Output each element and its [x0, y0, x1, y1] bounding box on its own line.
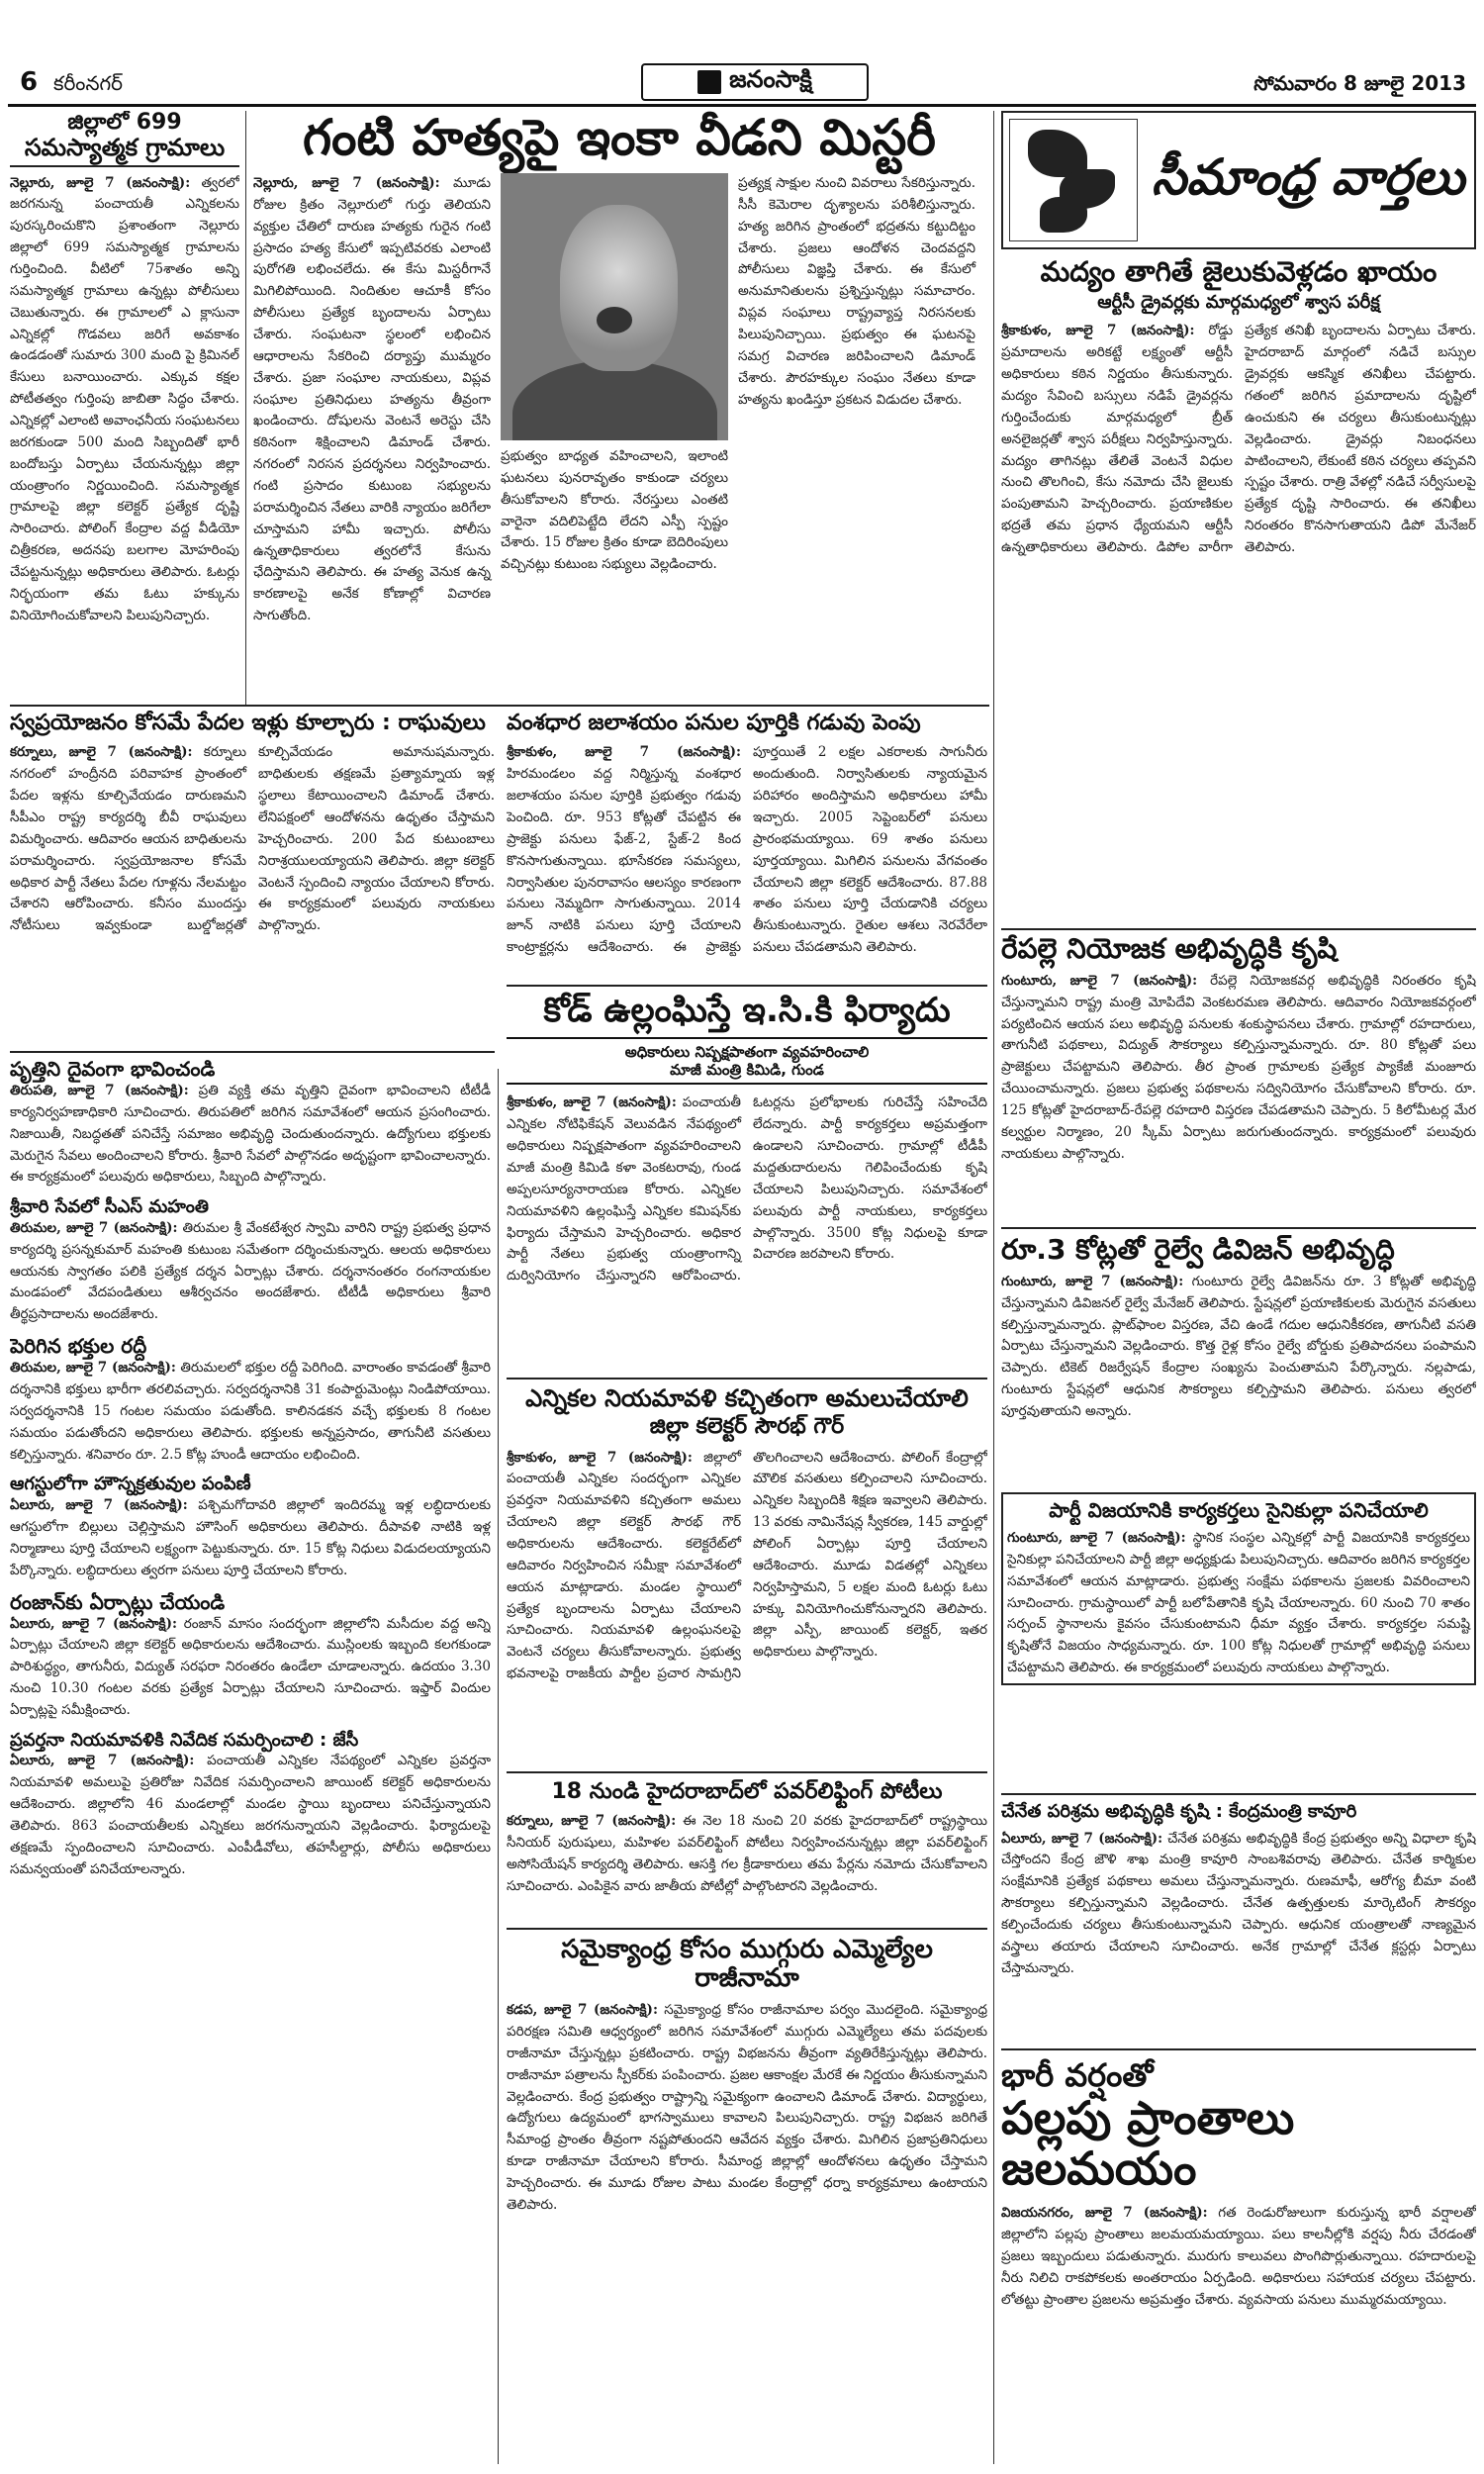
story-text: రేపల్లె నియోజకవర్గ అభివృద్ధికి నిరంతరం కృషి చేస్తున్నామని రాష్ట్ర మంత్రి మోపిదేవి వెంకటరమణ తెలిపారు. ఆదివారం నియోజకవర్గంలో పర్యటించిన ఆయన పలు అభివృద్ధి పనులకు శంకుస్థాపనలు చేశారు. గ్రామాల్లో రహదారులు, తాగునీటి పథకాలు, విద్యుత్ సౌకర్యాలు కల్పిస్తున్నామన్నారు. రూ. 80 కోట్లతో పలు ప్రాజెక్టులు చేపట్టామని తెలిపారు. తీర ప్రాంత గ్రామాలకు ప్రత్యేక ప్యాకేజీ మంజూరు చేయించామన్నారు. ప్రజలు ప్రభుత్వ పథకాలను సద్వినియోగం చేసుకోవాలని కోరారు. రూ. 125 కోట్లతో హైదరాబాద్-రేపల్లె రహదారి విస్తరణ చేపడతామని చెప్పారు. 5 కిలోమీటర్ల మేర కల్వర్టుల నిర్మాణం, 20 స్కీమ్ ఏర్పాటు జరుగుతుందన్నారు. కార్యక్రమంలో పలువురు నాయకులు పాల్గొన్నారు. [1001, 972, 1476, 1162]
story-subhead: ఆర్టీసీ డ్రైవర్లకు మార్గమధ్యలో శ్వాస పరీక్ష [1097, 291, 1380, 313]
story-dateline: విజయనగరం, జూలై 7 (జనంసాక్షి): [1001, 2205, 1208, 2222]
story-subhead-box [507, 1037, 987, 1085]
edition-city: కరీంనగర్ [53, 71, 123, 95]
story-text: రంజాన్ మాసం సందర్భంగా జిల్లాలోని మసీదుల వద్ద అన్ని ఏర్పాట్లు చేయాలని జిల్లా కలెక్టర్ అధికారులను ఆదేశించారు. ముస్లింలకు ఇబ్బంది కలగకుండా పారిశుద్ధ్యం, తాగునీరు, విద్యుత్ సరఫరా నిరంతరం ఉండేలా చూడాలన్నారు. ఉదయం 3.30 నుంచి 10.30 గంటల వరకు ప్రత్యేక ఏర్పాట్లు చేయాలని సూచించారు. ఇఫ్తార్ విందుల ఏర్పాట్లపై సమీక్షించారు. [10, 1615, 491, 1718]
story-body [1001, 971, 1476, 1166]
story-body [507, 1811, 987, 1897]
story-body-right: ప్రత్యక్ష సాక్షుల నుంచి వివరాలు సేకరిస్తున్నారు. సీసీ కెమెరాల దృశ్యాలను పరిశీలిస్తున్నారు. హత్య జరిగిన ప్రాంతంలో భద్రతను కట్టుదిట్టం చేశారు. ప్రజలు ఆందోళన చెందవద్దని పోలీసులు విజ్ఞప్తి చేశారు. ఈ కేసులో అనుమానితులను ప్రశ్నిస్తున్నట్లు సమాచారం. విప్లవ సంఘాలు రాష్ట్రవ్యాప్త నిరసనలకు పిలుపునిచ్చాయి. ప్రభుత్వం ఈ ఘటనపై సమగ్ర విచారణ జరిపించాలని డిమాండ్ చేశారు. పౌరహక్కుల సంఘం నేతలు కూడా హత్యను ఖండిస్తూ ప్రకటన విడుదల చేశారు. [738, 175, 975, 408]
story-ganti-murder [253, 111, 985, 695]
story-headline: కోడ్ ఉల్లంఘిస్తే ఇ.సి.కి ఫిర్యాదు [507, 985, 987, 1029]
story-dateline: ఏలూరు, జూలై 7 (జనంసాక్షి): [10, 1753, 195, 1769]
story-headline: గంటి హత్యపై ఇంకా వీడని మిస్టరీ [303, 111, 936, 166]
story-headline: చేనేత పరిశ్రమ అభివృద్ధికి కృషి : కేంద్రమంత్రి కావూరి [1001, 1793, 1476, 1823]
story-body [1001, 1829, 1476, 1980]
story-body [507, 1093, 987, 1287]
photo-face [560, 205, 679, 370]
story-kicker: భారీ వర్షంతో [1001, 2048, 1476, 2093]
story-body [1001, 2203, 1476, 2311]
story-text: మూడు రోజుల క్రితం నెల్లూరులో గుర్తు తెలియని వ్యక్తుల చేతిలో దారుణ హత్యకు గురైన గంటి ప్రసాదం హత్య కేసులో ఇప్పటివరకు ఎలాంటి పురోగతి లభించలేదు. ఈ కేసు మిస్టరీగానే మిగిలిపోయింది. నిందితుల ఆచూకీ కోసం పోలీసులు ప్రత్యేక బృందాలను ఏర్పాటు చేశారు. సంఘటనా స్థలంలో లభించిన ఆధారాలను సేకరించి దర్యాప్తు ముమ్మరం చేశారు. ప్రజా సంఘాల నాయకులు, విప్లవ సంఘాల ప్రతినిధులు హత్యను తీవ్రంగా ఖండించారు. దోషులను వెంటనే అరెస్టు చేసి కఠినంగా శిక్షించాలని డిమాండ్ చేశారు. నగరంలో నిరసన ప్రదర్శనలు నిర్వహించారు. గంటి ప్రసాదం కుటుంబ సభ్యులను పరామర్శించిన నేతలు వారికి న్యాయం జరిగేలా చూస్తామని హామీ ఇచ్చారు. పోలీసు ఉన్నతాధికారులు త్వరలోనే కేసును ఛేదిస్తామని తెలిపారు. ఈ హత్య వెనుక ఉన్న కారణాలపై అనేక కోణాల్లో విచారణ సాగుతోంది. [253, 175, 491, 624]
story-text: తిరుమలలో భక్తుల రద్దీ పెరిగింది. వారాంతం కావడంతో శ్రీవారి దర్శనానికి భక్తులు భారీగా తరలివచ్చారు. సర్వదర్శనానికి 31 కంపార్టుమెంట్లు నిండిపోయాయి. సర్వదర్శనానికి 15 గంటల సమయం పడుతోంది. కాలినడకన వచ్చే భక్తులకు 8 గంటల సమయం పడుతోందని అధికారులు తెలిపారు. భక్తులకు అన్నప్రసాదం, తాగునీటి వసతులు కల్పిస్తున్నారు. శనివారం రూ. 2.5 కోట్ల హుండీ ఆదాయం లభించింది. [10, 1360, 491, 1463]
story-kicker: జిల్లాలో 699 [67, 111, 182, 135]
story-headline: మద్యం తాగితే జైలుకువెళ్లడం ఖాయం [1040, 255, 1438, 288]
story-headline: రూ.3 కోట్లతో రైల్వే డివిజన్ అభివృద్ధి [1001, 1227, 1476, 1266]
story-text: పశ్చిమగోదావరి జిల్లాలో ఇందిరమ్మ ఇళ్ల లబ్ధిదారులకు ఆగస్టులోగా బిల్లులు చెల్లిస్తామని హౌసింగ్ అధికారులు తెలిపారు. దీపావళి నాటికి ఇళ్ల నిర్మాణాలు పూర్తి చేయాలని లక్ష్యంగా పెట్టుకున్నారు. రూ. 15 కోట్ల నిధులు విడుదలయ్యాయని పేర్కొన్నారు. లబ్ధిదారులు త్వరగా పనులు పూర్తి చేయాలని కోరారు. [10, 1497, 491, 1578]
story-resignations [507, 1928, 987, 2462]
story-body [1001, 321, 1476, 558]
story-conduct-report [10, 1730, 491, 1881]
section-divider [10, 1051, 495, 1053]
story-repalle [1001, 934, 1476, 1221]
photo-shoulders [512, 360, 717, 440]
story-dateline: తిరుమల, జూలై 7 (జనంసాక్షి): [10, 1219, 178, 1236]
story-headline: ఎన్నికల నియమావళి కచ్చితంగా అమలుచేయాలి [507, 1378, 987, 1411]
story-dateline: శ్రీకాకుళం, జూలై 7 (జనంసాక్షి): [1001, 323, 1195, 339]
story-headline: రేపల్లె నియోజక అభివృద్ధికి కృషి [1001, 934, 1338, 965]
masthead-title: జనంసాక్షి [729, 65, 812, 93]
story-body [10, 1751, 491, 1880]
story-text: రోడ్డు ప్రమాదాలను అరికట్టే లక్ష్యంతో ఆర్టీసీ అధికారులు కఠిన నిర్ణయం తీసుకున్నారు. మద్యం సేవించి బస్సులు నడిపే డ్రైవర్లను గుర్తించేందుకు మార్గమధ్యలో బ్రీత్ అనలైజర్లతో శ్వాస పరీక్షలు నిర్వహిస్తున్నారు. మద్యం తాగినట్లు తేలితే వెంటనే విధుల నుంచి తొలగించి, కేసు నమోదు చేసి జైలుకు పంపుతామని హెచ్చరించారు. ప్రయాణికుల భద్రతే తమ ప్రధాన ధ్యేయమని ఆర్టీసీ ఉన్నతాధికారులు తెలిపారు. డిపోల వారీగా ప్రత్యేక తనిఖీ బృందాలను ఏర్పాటు చేశారు. హైదరాబాద్ మార్గంలో నడిచే బస్సుల డ్రైవర్లకు ఆకస్మిక తనిఖీలు చేపట్టారు. గతంలో జరిగిన ప్రమాదాలను దృష్టిలో ఉంచుకుని ఈ చర్యలు తీసుకుంటున్నట్లు వెల్లడించారు. డ్రైవర్లు నిబంధనలు పాటించాలని, లేకుంటే కఠిన చర్యలు తప్పవని స్పష్టం చేశారు. రాత్రి వేళల్లో నడిచే సర్వీసులపై ప్రత్యేక దృష్టి సారించారు. ఈ తనిఖీలు నిరంతరం కొనసాగుతాయని డిపో మేనేజర్ తెలిపారు. [1001, 323, 1476, 555]
story-text: జిల్లాలో పంచాయతీ ఎన్నికల సందర్భంగా ఎన్నికల ప్రవర్తనా నియమావళిని కచ్చితంగా అమలు చేయాలని జిల్లా కలెక్టర్ సౌరభ్ గౌర్ అధికారులను ఆదేశించారు. కలెక్టరేట్‌లో ఆదివారం నిర్వహించిన సమీక్షా సమావేశంలో ఆయన మాట్లాడారు. మండల స్థాయిలో ప్రత్యేక బృందాలను ఏర్పాటు చేయాలని సూచించారు. నియమావళి ఉల్లంఘనలపై వెంటనే చర్యలు తీసుకోవాలన్నారు. ప్రభుత్వ భవనాలపై రాజకీయ పార్టీల ప్రచార సామగ్రిని తొలగించాలని ఆదేశించారు. పోలింగ్ కేంద్రాల్లో మౌలిక వసతులు కల్పించాలని సూచించారు. ఎన్నికల సిబ్బందికి శిక్షణ ఇవ్వాలని తెలిపారు. 13 వరకు నామినేషన్ల స్వీకరణ, 145 వార్డుల్లో పోలింగ్ ఏర్పాట్లు పూర్తి చేయాలని ఆదేశించారు. మూడు విడతల్లో ఎన్నికలు నిర్వహిస్తామని, 5 లక్షల మంది ఓటర్లు ఓటు హక్కు వినియోగించుకోనున్నారని తెలిపారు. జిల్లా ఎస్పీ, జాయింట్ కలెక్టర్, ఇతర అధికారులు పాల్గొన్నారు. [507, 1449, 987, 1682]
story-party-workers [1001, 1492, 1476, 1787]
story-dateline: శ్రీకాకుళం, జూలై 7 (జనంసాక్షి): [507, 744, 741, 761]
story-body [10, 1614, 491, 1722]
story-headline: 18 నుండి హైదరాబాద్‌లో పవర్‌లిఫ్టింగ్ పోటీలు [507, 1771, 987, 1805]
story-body [10, 1495, 491, 1581]
story-dateline: ఏలూరు, జూలై 7 (జనంసాక్షి): [10, 1497, 188, 1514]
map-region [1040, 197, 1087, 233]
story-headline: వంశధార జలాశయం పనుల పూర్తికి గడువు పెంపు [507, 711, 921, 735]
story-raghavulu [10, 711, 495, 1047]
story-election-code [507, 1378, 987, 1763]
story-headline: శ్రీవారి సేవలో సీఎస్ మహంతి [10, 1196, 209, 1218]
story-text: పంచాయతీ ఎన్నికల నేపథ్యంలో ఎన్నికల ప్రవర్తనా నియమావళి అమలుపై ప్రతిరోజు నివేదిక సమర్పించాలని జాయింట్ కలెక్టర్ అధికారులను ఆదేశించారు. జిల్లాలోని 46 మండలాల్లో మండల స్థాయి బృందాలు పనిచేస్తున్నాయని తెలిపారు. 863 పంచాయతీలకు ఎన్నికలు జరగనున్నాయని వెల్లడించారు. ఫిర్యాదులపై తక్షణమే స్పందించాలని సూచించారు. ఎంపీడీవోలు, తహసీల్దార్లు, పోలీసు అధికారులు సమన్వయంతో పనిచేయాలన్నారు. [10, 1753, 491, 1877]
story-body [253, 173, 491, 627]
story-headline: పృత్తిని దైవంగా భావించండి [10, 1057, 216, 1081]
left-column-briefs [10, 1057, 491, 2462]
story-dateline: కర్నూలు, జూలై 7 (జనంసాక్షి): [507, 1813, 677, 1830]
story-text: స్థానిక సంస్థల ఎన్నికల్లో పార్టీ విజయానికి కార్యకర్తలు సైనికుల్లా పనిచేయాలని పార్టీ జిల్లా అధ్యక్షుడు పిలుపునిచ్చారు. ఆదివారం జరిగిన కార్యకర్తల సమావేశంలో ఆయన మాట్లాడారు. ప్రభుత్వ సంక్షేమ పథకాలను ప్రజలకు వివరించాలని సూచించారు. గ్రామస్థాయిలో పార్టీ బలోపేతానికి కృషి చేయాలన్నారు. 60 నుంచి 70 శాతం సర్పంచ్ స్థానాలను కైవసం చేసుకుంటామని ధీమా వ్యక్తం చేశారు. కార్యకర్తల సమష్టి కృషితోనే విజయం సాధ్యమన్నారు. రూ. 100 కోట్ల నిధులతో గ్రామాల్లో అభివృద్ధి పనులు చేపట్టామని తెలిపారు. ఈ కార్యక్రమంలో పలువురు నాయకులు పాల్గొన్నారు. [1007, 1530, 1470, 1676]
story-body [1001, 1272, 1476, 1423]
story-body [507, 2000, 987, 2217]
story-subhead: అధికారులు నిష్పక్షపాతంగా వ్యవహరించాలి [624, 1043, 870, 1062]
story-body [10, 1218, 491, 1326]
story-headline: పెరిగిన భక్తుల రద్దీ [10, 1334, 147, 1359]
story-dateline: గుంటూరు, జూలై 7 (జనంసాక్షి): [1001, 1273, 1184, 1289]
story-subhead-secondary: మాజీ మంత్రి కిమిడి, గుండ [670, 1061, 824, 1080]
story-dateline: తిరుమల, జూలై 7 (జనంసాక్షి): [10, 1360, 176, 1377]
story-body [10, 173, 239, 627]
story-text: సమైక్యాంధ్ర కోసం రాజీనామాల పర్వం మొదలైంది. సమైక్యాంధ్ర పరిరక్షణ సమితి ఆధ్వర్యంలో జరిగిన సమావేశంలో ముగ్గురు ఎమ్మెల్యేలు తమ పదవులకు రాజీనామా చేస్తున్నట్లు ప్రకటించారు. రాష్ట్ర విభజనను తీవ్రంగా వ్యతిరేకిస్తున్నట్లు తెలిపారు. రాజీనామా పత్రాలను స్పీకర్‌కు పంపించారు. ప్రజల ఆకాంక్షల మేరకే ఈ నిర్ణయం తీసుకున్నామని వెల్లడించారు. కేంద్ర ప్రభుత్వం రాష్ట్రాన్ని సమైక్యంగా ఉంచాలని డిమాండ్ చేశారు. విద్యార్థులు, ఉద్యోగులు ఉద్యమంలో భాగస్వాములు కావాలని పిలుపునిచ్చారు. రాష్ట్ర విభజన జరిగితే సీమాంధ్ర ప్రాంతం తీవ్రంగా నష్టపోతుందని ఆవేదన వ్యక్తం చేశారు. మిగిలిన ప్రజాప్రతినిధులు కూడా రాజీనామా చేయాలని కోరారు. సీమాంధ్ర జిల్లాల్లో ఆందోళనలు ఉధృతం చేస్తామని హెచ్చరించారు. ఈ మూడు రోజుల పాటు మండల కేంద్రాల్లో ధర్నా కార్యక్రమాలు ఉంటాయని తెలిపారు. [507, 2002, 987, 2213]
story-text: తిరుమల శ్రీ వేంకటేశ్వర స్వామి వారిని రాష్ట్ర ప్రభుత్వ ప్రధాన కార్యదర్శి ప్రసన్నకుమార్ మహంతి కుటుంబ సమేతంగా దర్శించుకున్నారు. ఆలయ అధికారులు ఆయనకు స్వాగతం పలికి ప్రత్యేక దర్శన ఏర్పాట్లు చేశారు. దర్శనానంతరం రంగనాయకుల మండపంలో వేదపండితులు ఆశీర్వచనం అందజేశారు. టీటీడీ అధికారులు శ్రీవారి తీర్థప్రసాదాలను అందజేశారు. [10, 1219, 491, 1323]
story-dateline: కర్నూలు, జూలై 7 (జనంసాక్షి): [10, 744, 193, 761]
story-subhead: జిల్లా కలెక్టర్ సౌరభ్ గౌర్ [649, 1414, 845, 1440]
column-divider [993, 111, 994, 2464]
story-headline: సమైక్యాంధ్ర కోసం ముగ్గురు ఎమ్మెల్యేల రాజీనామా [507, 1928, 987, 1992]
story-body [10, 1081, 491, 1189]
story-ramzan [10, 1590, 491, 1722]
story-text: గత రెండురోజులుగా కురుస్తున్న భారీ వర్షాలతో జిల్లాలోని పల్లపు ప్రాంతాలు జలమయమయ్యాయి. పలు కాలనీల్లోకి వర్షపు నీరు చేరడంతో ప్రజలు ఇబ్బందులు పడుతున్నారు. మురుగు కాలువలు పొంగిపొర్లుతున్నాయి. రహదారులపై నీరు నిలిచి రాకపోకలకు అంతరాయం ఏర్పడింది. అధికారులు సహాయక చర్యలు చేపట్టారు. లోతట్టు ప్రాంతాల ప్రజలను అప్రమత్తం చేశారు. వ్యవసాయ పనులు ముమ్మరమయ్యాయి. [1001, 2205, 1476, 2308]
story-dateline: తిరుపతి, జూలై 7 (జనంసాక్షి): [10, 1083, 189, 1098]
story-dateline: ఏలూరు, జూలై 7 (జనంసాక్షి): [1001, 1830, 1163, 1847]
story-headline: స్వప్రయోజనం కోసమే పేదల ఇళ్లు కూల్చారు : రాఘవులు [10, 711, 486, 735]
issue-date: సోమవారం 8 జూలై 2013 [1253, 71, 1466, 95]
column-divider [245, 111, 246, 705]
story-text: పంచాయతీ ఎన్నికల నోటిఫికేషన్ వెలువడిన నేపథ్యంలో అధికారులు నిష్పక్షపాతంగా వ్యవహరించాలని మాజీ మంత్రి కిమిడి కళా వెంకటరావు, గుండ అప్పలసూర్యనారాయణ కోరారు. ఎన్నికల నియమావళిని ఉల్లంఘిస్తే ఎన్నికల కమిషన్‌కు ఫిర్యాదు చేస్తామని హెచ్చరించారు. అధికార పార్టీ నేతలు ప్రభుత్వ యంత్రాంగాన్ని దుర్వినియోగం చేస్తున్నారని ఆరోపించారు. ఓటర్లను ప్రలోభాలకు గురిచేస్తే సహించేది లేదన్నారు. పార్టీ కార్యకర్తలు అప్రమత్తంగా ఉండాలని సూచించారు. గ్రామాల్లో టీడీపీ మద్దతుదారులను గెలిపించేందుకు కృషి చేయాలని పిలుపునిచ్చారు. సమావేశంలో పలువురు పార్టీ నాయకులు, కార్యకర్తలు పాల్గొన్నారు. 3500 కోట్ల నిధులపై కూడా విచారణ జరపాలని కోరారు. [507, 1094, 987, 1285]
story-railway [1001, 1227, 1476, 1484]
story-body-continued: ప్రభుత్వం బాధ్యత వహించాలని, ఇలాంటి ఘటనలు పునరావృతం కాకుండా చర్యలు తీసుకోవాలని కోరారు. నేరస్తులు ఎంతటి వారైనా వదిలిపెట్టేది లేదని ఎస్పీ స్పష్టం చేశారు. 15 రోజుల క్రితం కూడా బెదిరింపులు వచ్చినట్లు కుటుంబ సభ్యులు వెల్లడించారు. [501, 448, 728, 573]
story-body [507, 742, 987, 959]
story-dateline: ఏలూరు, జూలై 7 (జనంసాక్షి): [10, 1615, 177, 1632]
news-photo-portrait [501, 173, 728, 440]
story-vamsadhara [507, 711, 987, 978]
story-heavy-rain [1001, 2048, 1476, 2462]
story-body [507, 1448, 987, 1685]
story-handloom [1001, 1793, 1476, 2041]
masthead-icon [697, 70, 721, 94]
story-dateline: గుంటూరు, జూలై 7 (జనంసాక్షి): [1001, 972, 1198, 989]
story-text: ప్రతి వ్యక్తి తమ వృత్తిని దైవంగా భావించాలని టీటీడీ కార్యనిర్వహణాధికారి సూచించారు. తిరుపతిలో జరిగిన సమావేశంలో ఆయన ప్రసంగించారు. నిజాయితీ, నిబద్ధతతో పనిచేస్తే సమాజం అభివృద్ధి చెందుతుందన్నారు. ఉద్యోగులు భక్తులకు మెరుగైన సేవలు అందించాలని కోరారు. శ్రీవారి సేవలో పాల్గొనడం అదృష్టంగా భావించాలన్నారు. ఈ కార్యక్రమంలో పలువురు అధికారులు, సిబ్బంది పాల్గొన్నారు. [10, 1083, 491, 1186]
story-seemandhra [1001, 111, 1476, 922]
section-divider [10, 705, 989, 707]
section-divider [1001, 928, 1476, 930]
story-text: త్వరలో జరగనున్న పంచాయతీ ఎన్నికలను పురస్కరించుకొని ప్రశాంతంగా నెల్లూరు జిల్లాలో 699 సమస్యాత్మక గ్రామాలను గుర్తించింది. వీటిలో 75శాతం అన్ని సమస్యాత్మక గ్రామాలు ఉన్నట్లు పోలీసులు చెబుతున్నారు. ఈ గ్రామాలలో ఎ క్లాసునా ఎన్నికల్లో గొడవలు జరిగే అవకాశం ఉండడంతో సుమారు 300 మంది పై క్రిమినల్ కేసులు బనాయించారు. ఎక్కువ కక్షల పోటీతత్వం గుర్తింపు జాబితా సిద్ధం చేశారు. ఎన్నికల్లో ఎలాంటి అవాంఛనీయ సంఘటనలు జరగకుండా 500 మంది సిబ్బందితో భారీ బందోబస్తు ఏర్పాటు చేయనున్నట్లు జిల్లా యంత్రాంగం నిర్ణయించింది. సమస్యాత్మక గ్రామాలపై జిల్లా కలెక్టర్ ప్రత్యేక దృష్టి సారించారు. పోలింగ్ కేంద్రాల వద్ద వీడియో చిత్రీకరణ, అదనపు బలగాల మోహరింపు చేపట్టనున్నట్లు అధికారులు తెలిపారు. ఓటర్లు నిర్భయంగా తమ ఓటు హక్కును వినియోగించుకోవాలని పిలుపునిచ్చారు. [10, 174, 239, 623]
story-text: ఈ నెల 18 నుంచి 20 వరకు హైదరాబాద్‌లో రాష్ట్రస్థాయి సీనియర్ పురుషులు, మహిళల పవర్‌లిఫ్టింగ్ పోటీలు నిర్వహించనున్నట్లు జిల్లా పవర్‌లిఫ్టింగ్ అసోసియేషన్ కార్యదర్శి తెలిపారు. ఆసక్తి గల క్రీడాకారులు తమ పేర్లను నమోదు చేసుకోవాలని సూచించారు. ఎంపికైన వారు జాతీయ పోటీల్లో పాల్గొంటారని వెల్లడించారు. [507, 1813, 987, 1894]
masthead-logo [641, 63, 869, 101]
page-header [8, 59, 1476, 107]
story-body [10, 742, 495, 937]
story-headline: పల్లపు ప్రాంతాలు జలమయం [1001, 2091, 1295, 2195]
story-headline: ఆగస్టులోగా హౌస్నక్రతువుల పంపిణీ [10, 1474, 251, 1495]
story-code-violation [507, 985, 987, 1371]
story-text: కర్నూలు నగరంలో హంద్రీనది పరివాహక ప్రాంతంలో పేదల ఇళ్లను కూల్చివేయడం దారుణమని సీపీఎం రాష్ట్ర కార్యదర్శి బీవీ రాఘవులు విమర్శించారు. ఆదివారం ఆయన బాధితులను పరామర్శించారు. స్వప్రయోజనాల కోసమే అధికార పార్టీ నేతలు పేదల గూళ్లను నేలమట్టం చేశారని ఆరోపించారు. కనీసం ముందస్తు నోటీసులు ఇవ్వకుండా బుల్డోజర్లతో కూల్చివేయడం అమానుషమన్నారు. బాధితులకు తక్షణమే ప్రత్యామ్నాయ ఇళ్ల స్థలాలు కేటాయించాలని డిమాండ్ చేశారు. లేనిపక్షంలో ఆందోళనను ఉధృతం చేస్తామని హెచ్చరించారు. 200 పేద కుటుంబాలు నిరాశ్రయులయ్యాయని తెలిపారు. జిల్లా కలెక్టర్ వెంటనే స్పందించి న్యాయం చేయాలని కోరారు. ఈ కార్యక్రమంలో పలువురు నాయకులు పాల్గొన్నారు. [10, 744, 495, 934]
story-box [1001, 1492, 1476, 1685]
story-dateline: గుంటూరు, జూలై 7 (జనంసాక్షి): [1007, 1530, 1186, 1546]
story-profession [10, 1057, 491, 1189]
story-headline: పార్టీ విజయానికి కార్యకర్తలు సైనికుల్లా పనిచేయాలి [1049, 1498, 1429, 1522]
story-headline: ప్రవర్తనా నియమావళికి నివేదిక సమర్పించాలి : జేసీ [10, 1729, 359, 1751]
story-dateline: శ్రీకాకుళం, జూలై 7 (జనంసాక్షి): [507, 1094, 677, 1111]
story-problem-villages [10, 111, 239, 705]
story-cs-mahanti [10, 1196, 491, 1326]
story-dateline: కడప, జూలై 7 (జనంసాక్షి): [507, 2002, 658, 2019]
story-headline: సమస్యాత్మక గ్రామాలు [10, 135, 239, 166]
photo-mouth [597, 307, 633, 333]
page-number: 6 [20, 67, 39, 97]
story-text: గుంటూరు రైల్వే డివిజన్‌ను రూ. 3 కోట్లతో అభివృద్ధి చేస్తున్నామని డివిజనల్ రైల్వే మేనేజర్ తెలిపారు. స్టేషన్లలో ప్రయాణికులకు మెరుగైన వసతులు కల్పిస్తున్నామన్నారు. ప్లాట్‌ఫాంల విస్తరణ, వేచి ఉండే గదుల ఆధునికీకరణ, తాగునీటి వసతి ఏర్పాటు చేస్తున్నామని వెల్లడించారు. కొత్త రైళ్ల కోసం రైల్వే బోర్డుకు ప్రతిపాదనలు పంపామని చెప్పారు. టికెట్ రిజర్వేషన్ కేంద్రాల సంఖ్యను పెంచుతామని పేర్కొన్నారు. నల్లపాడు, గుంటూరు స్టేషన్లలో ఆధునిక సౌకర్యాలు కల్పిస్తామని తెలిపారు. పనులు త్వరలో పూర్తవుతాయని అన్నారు. [1001, 1273, 1476, 1419]
section-title: సీమాంధ్ర వార్తలు [1152, 148, 1465, 206]
story-devotee-rush [10, 1334, 491, 1466]
story-text: హిరమండలం వద్ద నిర్మిస్తున్న వంశధార జలాశయం పనుల పూర్తికి ప్రభుత్వం గడువు పెంచింది. రూ. 953 కోట్లతో చేపట్టిన ఈ ప్రాజెక్టు పనులు ఫేజ్-2, స్టేజ్-2 కింద కొనసాగుతున్నాయి. భూసేకరణ సమస్యలు, నిర్వాసితుల పునరావాసం ఆలస్యం కారణంగా పనులు నెమ్మదిగా సాగుతున్నాయి. 2014 జూన్ నాటికి పనులు పూర్తి చేయాలని కాంట్రాక్టర్లను ఆదేశించారు. ఈ ప్రాజెక్టు పూర్తయితే 2 లక్షల ఎకరాలకు సాగునీరు అందుతుంది. నిర్వాసితులకు న్యాయమైన పరిహారం అందిస్తామని అధికారులు హామీ ఇచ్చారు. 2005 సెప్టెంబర్‌లో పనులు ప్రారంభమయ్యాయి. 69 శాతం పనులు పూర్తయ్యాయి. మిగిలిన పనులను వేగవంతం చేయాలని జిల్లా కలెక్టర్ ఆదేశించారు. 87.88 శాతం పనులు పూర్తి చేయడానికి చర్యలు తీసుకుంటున్నారు. రైతుల ఆశలు నెరవేరేలా పనులు చేపడతామని తెలిపారు. [507, 744, 987, 956]
column-divider [498, 1069, 499, 2464]
story-dateline: నెల్లూరు, జూలై 7 (జనంసాక్షి): [10, 174, 191, 191]
story-body [1007, 1528, 1470, 1679]
map-graphic [1009, 119, 1138, 241]
story-dateline: నెల్లూరు, జూలై 7 (జనంసాక్షి): [253, 175, 440, 191]
story-text: చేనేత పరిశ్రమ అభివృద్ధికి కేంద్ర ప్రభుత్వం అన్ని విధాలా కృషి చేస్తోందని కేంద్ర జౌళి శాఖ మంత్రి కావూరి సాంబశివరావు తెలిపారు. చేనేత కార్మికుల సంక్షేమానికి ప్రత్యేక పథకాలు అమలు చేస్తున్నామన్నారు. రుణమాఫీ, ఆరోగ్య బీమా వంటి సౌకర్యాలు కల్పిస్తున్నామని వెల్లడించారు. చేనేత ఉత్పత్తులకు మార్కెటింగ్ సౌకర్యం కల్పించేందుకు చర్యలు తీసుకుంటున్నామని చెప్పారు. ఆధునిక యంత్రాలతో నాణ్యమైన వస్త్రాలు తయారు చేయాలని సూచించారు. అనేక గ్రామాల్లో చేనేత క్లస్టర్లు ఏర్పాటు చేస్తామన్నారు. [1001, 1830, 1476, 1976]
story-headline: రంజాన్‌కు ఏర్పాట్లు చేయండి [10, 1589, 226, 1614]
story-housing [10, 1474, 491, 1581]
story-dateline: శ్రీకాకుళం, జూలై 7 (జనంసాక్షి): [507, 1449, 693, 1466]
section-banner [1001, 111, 1476, 249]
story-powerlifting [507, 1771, 987, 1920]
story-body [10, 1358, 491, 1466]
